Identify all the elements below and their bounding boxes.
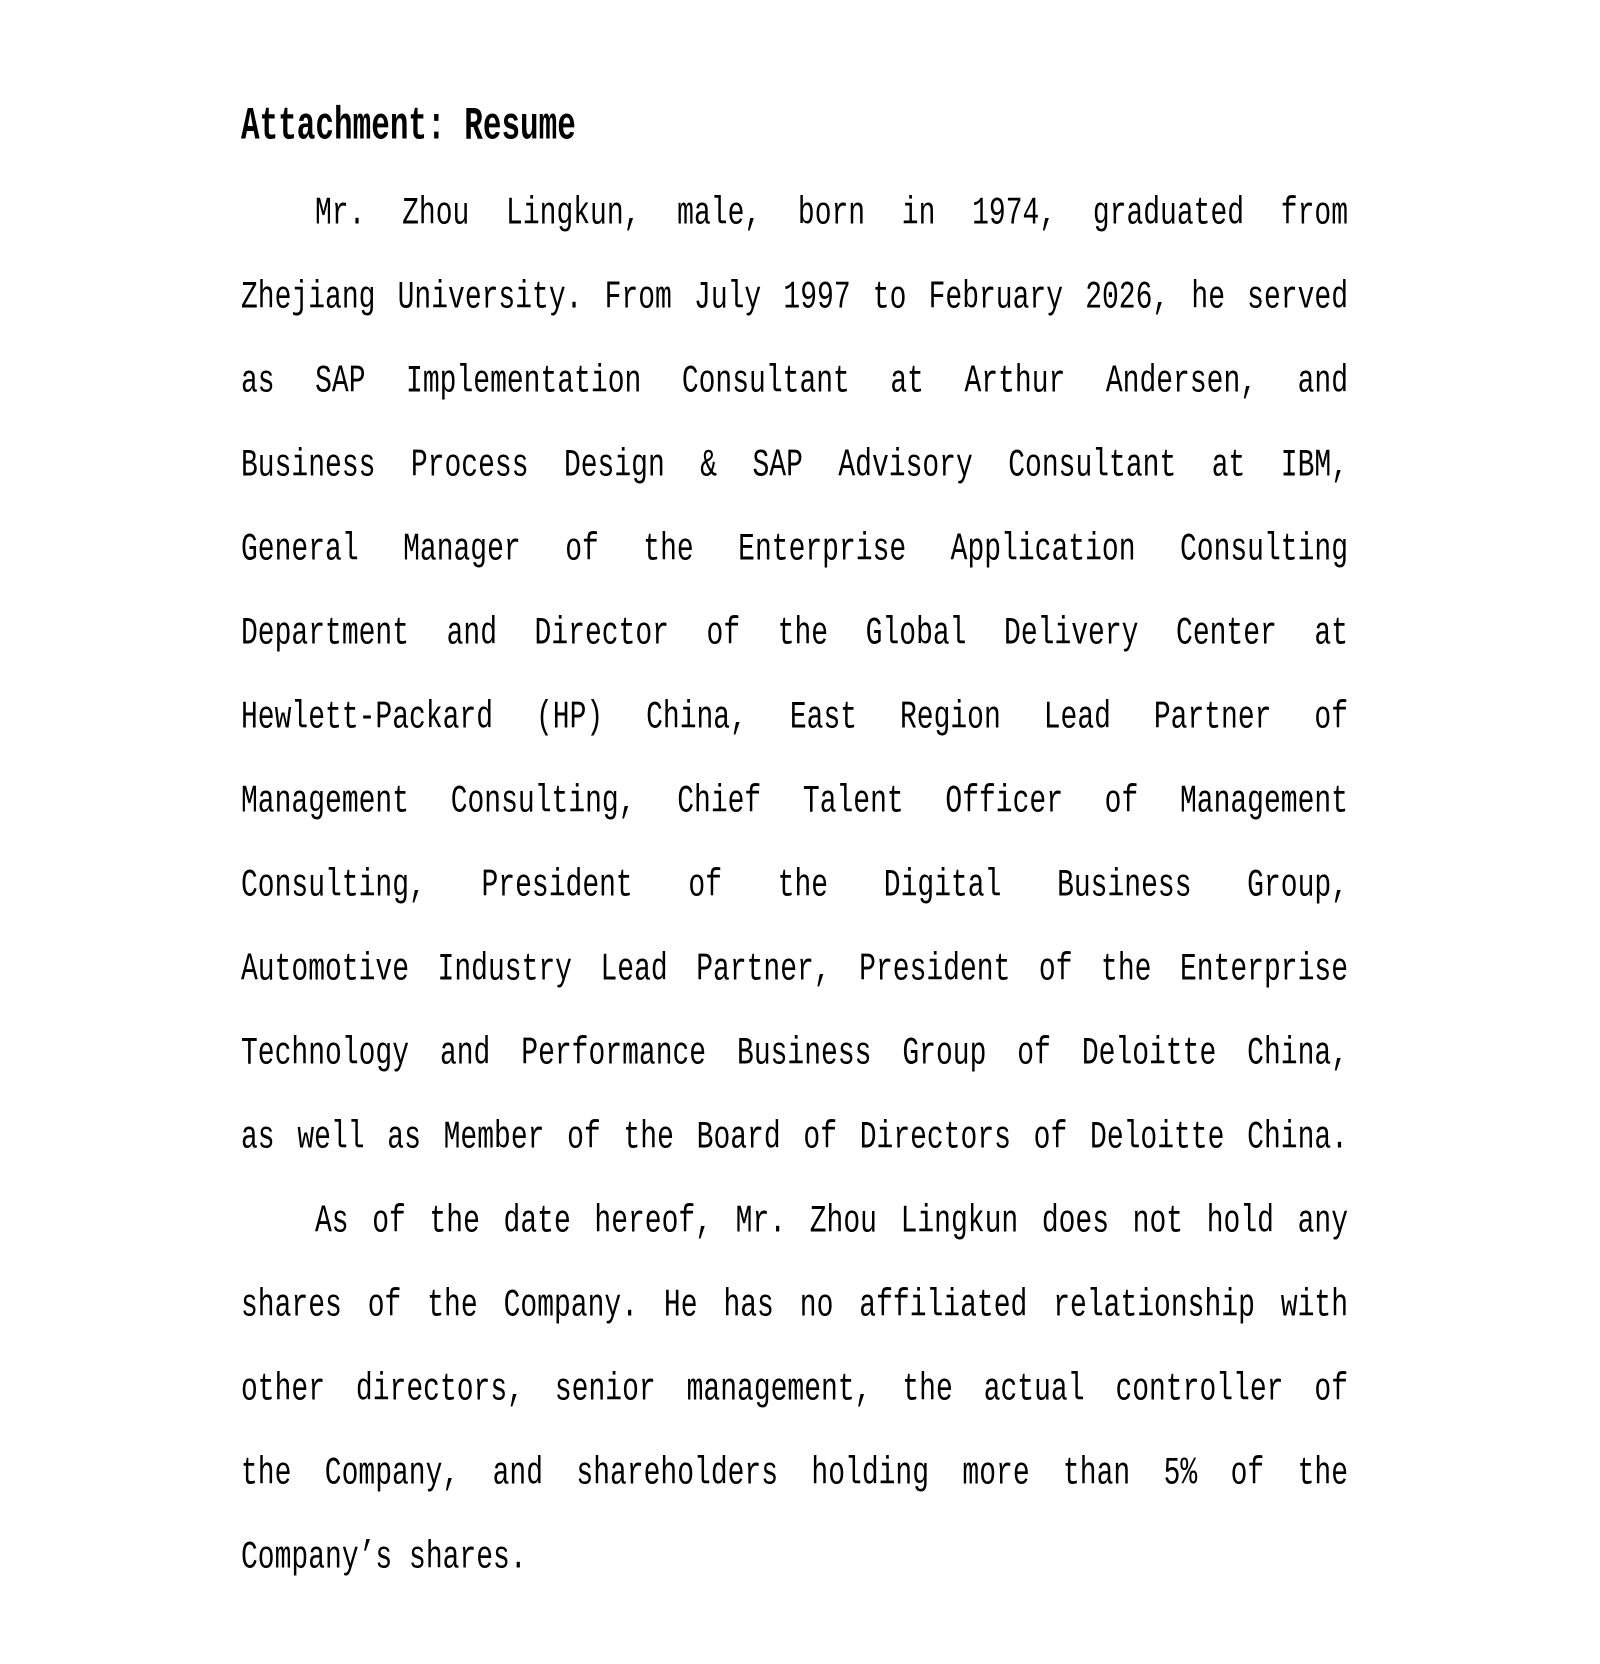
- text-line: shares of the Company. He has no affiliated relationship with: [241, 1284, 1348, 1328]
- paragraph: [241, 1181, 1348, 1601]
- text-line: as well as Member of the Board of Directors of Deloitte China.: [241, 1116, 1348, 1160]
- paragraph: [241, 173, 1348, 1181]
- text-line: General Manager of the Enterprise Application Consulting: [241, 528, 1348, 572]
- text-line: Management Consulting, Chief Talent Officer of Management: [241, 780, 1348, 824]
- text-line: Technology and Performance Business Group of Deloitte China,: [241, 1032, 1348, 1076]
- text-line: as SAP Implementation Consultant at Arthur Andersen, and: [241, 360, 1348, 404]
- document-title: Attachment: Resume: [241, 101, 576, 154]
- text-line: Department and Director of the Global Delivery Center at: [241, 612, 1348, 656]
- text-line: Company’s shares.: [241, 1536, 527, 1580]
- text-line: Consulting, President of the Digital Business Group,: [241, 864, 1348, 908]
- text-line: Business Process Design & SAP Advisory Consultant at IBM,: [241, 444, 1348, 488]
- text-line: Automotive Industry Lead Partner, President of the Enterprise: [241, 948, 1348, 992]
- document-content: [241, 100, 1348, 1601]
- text-line: Zhejiang University. From July 1997 to February 2026, he served: [241, 276, 1348, 320]
- text-line: As of the date hereof, Mr. Zhou Lingkun does not hold any: [315, 1200, 1348, 1244]
- text-line: Hewlett-Packard (HP) China, East Region Lead Partner of: [241, 696, 1348, 740]
- document-body: [241, 173, 1348, 1601]
- text-line: the Company, and shareholders holding more than 5% of the: [241, 1452, 1348, 1496]
- text-line: other directors, senior management, the actual controller of: [241, 1368, 1348, 1412]
- text-line: Mr. Zhou Lingkun, male, born in 1974, graduated from: [315, 192, 1348, 236]
